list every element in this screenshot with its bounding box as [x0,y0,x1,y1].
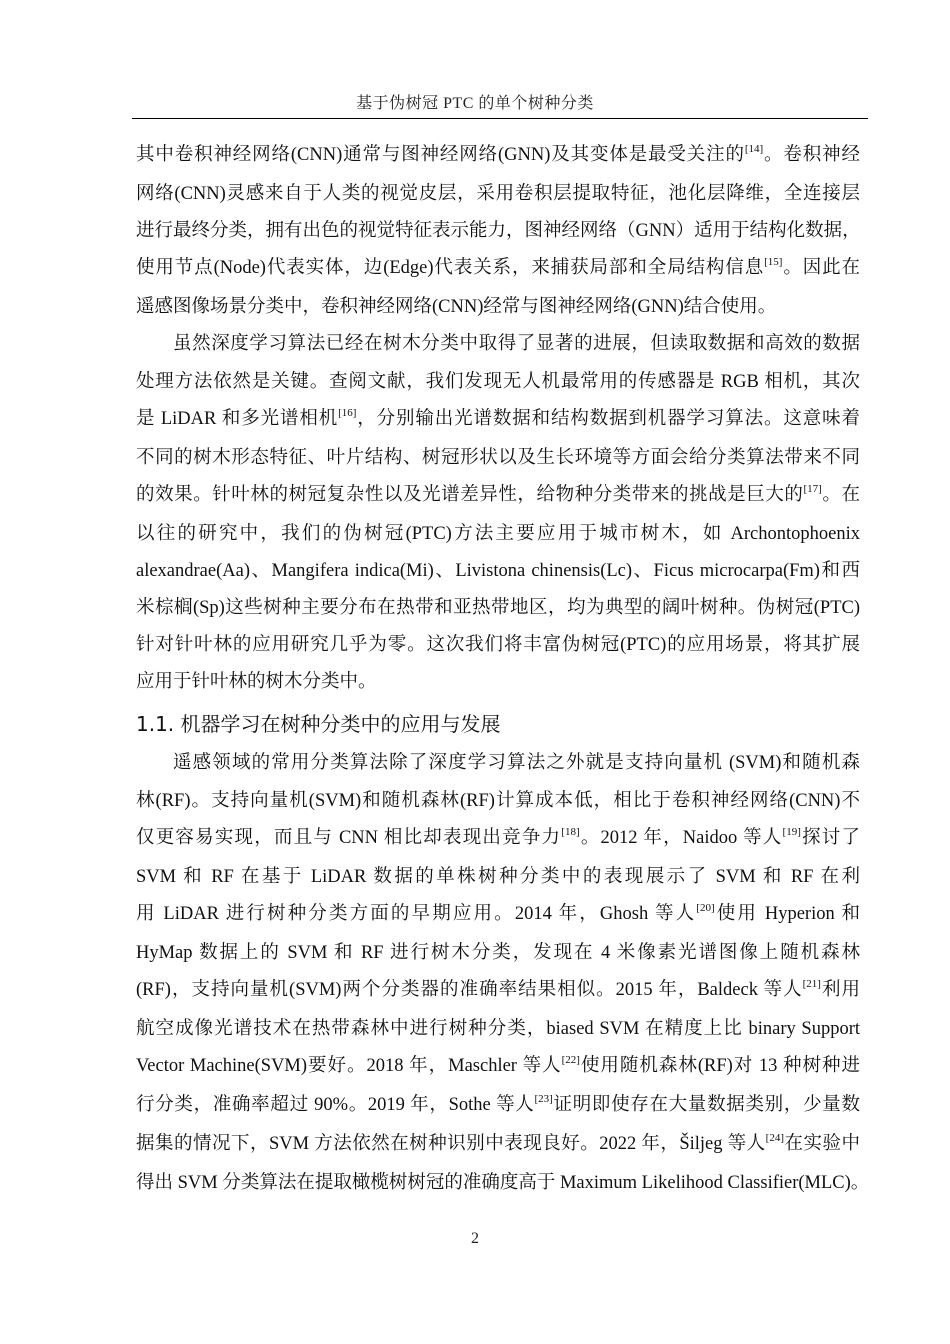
text-line: 米棕榈(Sp)这些树种主要分布在热带和亚热带地区，均为典型的阔叶树种。伪树冠(PTC) [136,598,860,619]
text-line: 不同的树木形态特征、叶片结构、树冠形状以及生长环境等方面会给分类算法带来不同 [136,447,860,468]
text-line: 应用于针叶林的树木分类中。 [136,672,377,693]
citation-ref[interactable]: [20] [696,901,715,914]
text-line: 航空成像光谱技术在热带森林中进行树种分类，biased SVM 在精度上比 binary Support [136,1019,860,1040]
paragraph [136,137,860,326]
text-line: 用 LiDAR 进行树种分类方面的早期应用。2014 年，Ghosh 等人[20]使用 Hyperion 和 [136,901,861,924]
text-line: SVM 和 RF 在基于 LiDAR 数据的单株树种分类中的表现展示了 SVM 和 RF 在利 [136,866,860,887]
text-line: 遥感领域的常用分类算法除了深度学习算法之外就是支持向量机 (SVM)和随机森 [173,753,860,774]
paragraph [136,326,860,701]
citation-ref[interactable]: [18] [561,825,580,838]
text-line: 以往的研究中，我们的伪树冠(PTC)方法主要应用于城市树木，如 Archontophoenix [136,523,860,544]
citation-ref[interactable]: [22] [561,1054,580,1067]
running-header-title: 基于伪树冠 PTC 的单个树种分类 [356,95,594,112]
text-line: 据集的情况下，SVM 方法依然在树种识别中表现良好。2022 年，Šiljeg 等人[24]在实验中 [136,1132,860,1155]
text-line: 虽然深度学习算法已经在树木分类中取得了显著的进展，但读取数据和高效的数据 [173,334,860,355]
citation-ref[interactable]: [15] [764,256,783,269]
citation-ref[interactable]: [21] [802,977,821,990]
text-line: (RF)，支持向量机(SVM)两个分类器的准确率结果相似。2015 年，Baldeck 等人[21]利用 [136,977,860,1000]
section-heading [136,709,860,739]
citation-ref[interactable]: [14] [744,143,764,155]
text-line: 其中卷积神经网络(CNN)通常与图神经网络(GNN)及其变体是最受关注的[14]。卷积神经 [136,143,860,165]
text-line: 的效果。针叶林的树冠复杂性以及光谱差异性，给物种分类带来的挑战是巨大的[17]。在 [136,482,860,505]
header-divider [132,118,868,119]
citation-ref[interactable]: [17] [803,482,822,495]
text-line: 处理方法依然是关键。查阅文献，我们发现无人机最常用的传感器是 RGB 相机，其次 [136,371,860,392]
text-line: 进行最终分类，拥有出色的视觉特征表示能力，图神经网络（GNN）适用于结构化数据， [136,221,861,242]
text-line: 行分类，准确率超过 90%。2019 年，Sothe 等人[23]证明即使存在大量数据类别，少量数 [136,1093,860,1116]
citation-ref[interactable]: [19] [782,825,801,838]
citation-ref[interactable]: [16] [338,406,357,419]
section-paragraphs [136,745,870,1202]
text-line: 遥感图像场景分类中，卷积神经网络(CNN)经常与图神经网络(GNN)结合使用。 [136,297,777,318]
page-body [136,137,870,1203]
text-line: 林(RF)。支持向量机(SVM)和随机森林(RF)计算成本低，相比于卷积神经网络(CNN)不 [136,790,860,811]
intro-paragraphs [136,137,860,701]
page-number: 2 [471,1230,479,1247]
text-line: 网络(CNN)灵感来自于人类的视觉皮层，采用卷积层提取特征，池化层降维，全连接层 [136,184,860,205]
citation-ref[interactable]: [23] [534,1093,553,1106]
text-line: HyMap 数据上的 SVM 和 RF 进行树木分类，发现在 4 米像素光谱图像上随机森林 [136,942,860,963]
paragraph [136,745,870,1202]
text-line: 使用节点(Node)代表实体，边(Edge)代表关系，来捕获局部和全局结构信息[15]。因此在 [136,256,860,279]
text-line: 针对针叶林的应用研究几乎为零。这次我们将丰富伪树冠(PTC)的应用场景，将其扩展 [136,635,860,656]
text-line: Vector Machine(SVM)要好。2018 年，Maschler 等人[22]使用随机森林(RF)对 13 种树种进 [136,1054,860,1077]
text-line: alexandrae(Aa)、Mangifera indica(Mi)、Livistona chinensis(Lc)、Ficus microcarpa(Fm)和西 [136,561,860,582]
text-line: 是 LiDAR 和多光谱相机[16]，分别输出光谱数据和结构数据到机器学习算法。这意味着 [136,406,860,429]
section-number: 1.1. [136,712,175,737]
text-line: 得出 SVM 分类算法在提取橄榄树树冠的准确度高于 Maximum Likelihood Classifier(MLC)。 [136,1173,870,1194]
section-title: 机器学习在树种分类中的应用与发展 [180,712,501,737]
citation-ref[interactable]: [24] [765,1132,784,1145]
text-line: 仅更容易实现，而且与 CNN 相比却表现出竞争力[18]。2012 年，Naidoo 等人[19]探讨了 [136,825,860,848]
